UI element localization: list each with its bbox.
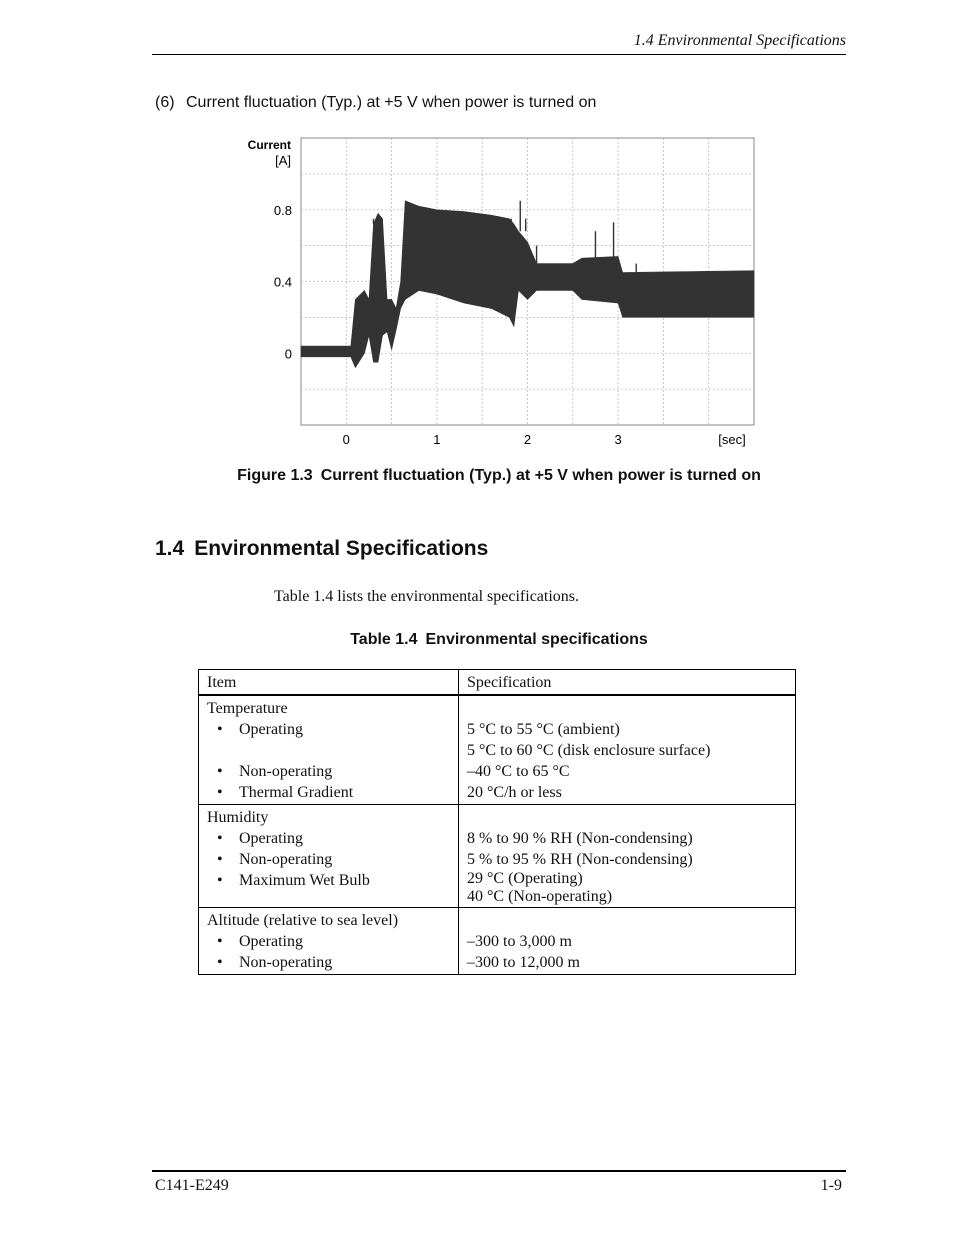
altitude-specs	[459, 908, 796, 975]
y-tick-label: 0.4	[273, 274, 292, 290]
x-tick-label: 2	[523, 432, 532, 447]
spec-value: 8 % to 90 % RH (Non-condensing)	[467, 830, 693, 847]
spec-value: 5 % to 95 % RH (Non-condensing)	[467, 851, 693, 868]
header-item: Item	[199, 670, 459, 696]
header-rule	[152, 54, 846, 55]
spec-value: 5 °C to 55 °C (ambient)	[467, 721, 620, 738]
figure-caption	[0, 467, 954, 485]
temperature-label: Temperature	[207, 700, 288, 717]
humidity-specs	[459, 805, 796, 908]
temperature-items	[199, 695, 459, 805]
table-row	[199, 805, 796, 908]
y-tick-label: 0.8	[273, 202, 292, 218]
list-item: • Operating	[217, 721, 303, 738]
x-tick-label: 1	[433, 432, 441, 447]
table-row	[199, 695, 796, 805]
list-item: • Non-operating	[217, 851, 333, 868]
list-item: • Operating	[217, 830, 303, 847]
humidity-items	[199, 805, 459, 908]
section-number: 1.4	[155, 537, 185, 560]
y-axis-label-line1: Current	[247, 138, 291, 152]
y-tick-label: 0	[284, 346, 292, 362]
intro-paragraph: Table 1.4 lists the environmental specifications.	[274, 588, 580, 605]
altitude-label: Altitude (relative to sea level)	[207, 912, 399, 929]
x-axis-label: [sec]	[718, 432, 746, 447]
temperature-specs	[459, 695, 796, 805]
environmental-spec-table	[198, 669, 796, 975]
spec-value: 20 °C/h or less	[467, 784, 562, 801]
x-tick-label: 0	[342, 432, 350, 447]
list-item: • Thermal Gradient	[217, 784, 354, 801]
x-tick-label: 3	[614, 432, 622, 447]
figure-label: Figure 1.3	[237, 467, 313, 484]
page-number: 1-9	[820, 1177, 842, 1194]
table-caption	[0, 631, 954, 649]
subsection-number: (6)	[155, 94, 175, 111]
document-number: C141-E249	[155, 1177, 229, 1194]
subsection-heading	[155, 94, 596, 112]
list-item: • Non-operating	[217, 954, 333, 971]
list-item: • Non-operating	[217, 763, 333, 780]
spec-value: 40 °C (Non-operating)	[467, 888, 613, 905]
table-header-row	[199, 670, 796, 696]
table-caption-text: Environmental specifications	[425, 631, 648, 648]
altitude-items	[199, 908, 459, 975]
spec-value: –40 °C to 65 °C	[467, 763, 570, 780]
footer-rule	[152, 1170, 846, 1172]
spec-value: 5 °C to 60 °C (disk enclosure surface)	[467, 742, 711, 759]
table-row	[199, 908, 796, 975]
current-chart	[230, 134, 770, 459]
spec-value: –300 to 3,000 m	[467, 933, 572, 950]
list-item: • Operating	[217, 933, 303, 950]
figure-caption-text: Current fluctuation (Typ.) at +5 V when power is turned on	[320, 467, 761, 484]
list-item: • Maximum Wet Bulb	[217, 872, 370, 889]
header-specification: Specification	[459, 670, 796, 696]
spec-value: 29 °C (Operating)	[467, 870, 583, 887]
table-label: Table 1.4	[350, 631, 418, 648]
chart-svg	[230, 134, 770, 454]
humidity-label: Humidity	[207, 809, 269, 826]
running-header: 1.4 Environmental Specifications	[633, 32, 846, 49]
subsection-title: Current fluctuation (Typ.) at +5 V when power is turned on	[186, 94, 597, 111]
section-title-text: Environmental Specifications	[194, 537, 489, 560]
spec-value: –300 to 12,000 m	[467, 954, 580, 971]
y-axis-label-line2: [A]	[275, 153, 291, 168]
section-title	[155, 537, 488, 561]
